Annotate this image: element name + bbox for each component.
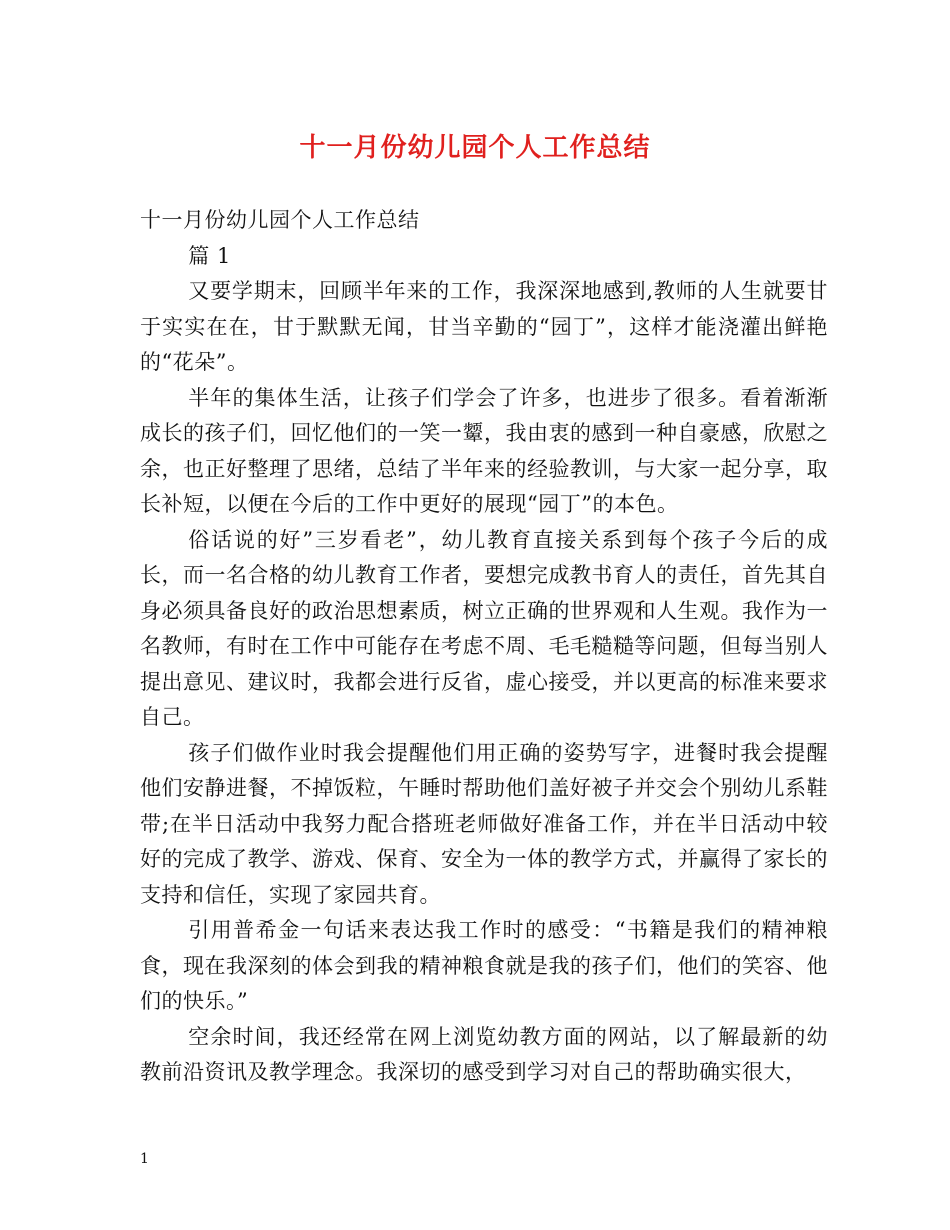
document-title: 十一月份幼儿园个人工作总结 xyxy=(299,133,651,163)
paragraph-1: 又要学期末，回顾半年来的工作，我深深地感到,教师的人生就要甘于实实在在，甘于默默无闻，甘当辛勤的“园丁”，这样才能浇灌出鲜艳的“花朵”。 xyxy=(140,279,828,374)
document-subtitle: 十一月份幼儿园个人工作总结 xyxy=(140,208,420,232)
paragraph-3: 俗话说的好”三岁看老”，幼儿教育直接关系到每个孩子今后的成长，而一名合格的幼儿教育工作者，要想完成教书育人的责任，首先其自身必须具备良好的政治思想素质，树立正确的世界观和人生观。我作为一名教师，有时在工作中可能存在考虑不周、毛毛糙糙等问题，但每当别人提出意见、建议时，我都会进行反省，虚心接受，并以更高的标准来要求自己。 xyxy=(140,527,828,729)
document-body xyxy=(140,203,828,1091)
page-number: 1 xyxy=(140,1151,149,1167)
paragraph-2: 半年的集体生活，让孩子们学会了许多，也进步了很多。看着渐渐成长的孩子们，回忆他们的一笑一颦，我由衷的感到一种自豪感，欣慰之余，也正好整理了思绪，总结了半年来的经验教训，与大家一起分享，取长补短，以便在今后的工作中更好的展现“园丁”的本色。 xyxy=(140,385,828,516)
paragraph-6: 空余时间，我还经常在网上浏览幼教方面的网站，以了解最新的幼教前沿资讯及教学理念。我深切的感受到学习对自己的帮助确实很大， xyxy=(140,1024,828,1084)
paragraph-4: 孩子们做作业时我会提醒他们用正确的姿势写字，进餐时我会提醒他们安静进餐，不掉饭粒，午睡时帮助他们盖好被子并交会个别幼儿系鞋带;在半日活动中我努力配合搭班老师做好准备工作，并在半日活动中较好的完成了教学、游戏、保育、安全为一体的教学方式，并赢得了家长的支持和信任，实现了家园共育。 xyxy=(140,740,828,907)
paragraph-5: 引用普希金一句话来表达我工作时的感受：“书籍是我们的精神粮食，现在我深刻的体会到我的精神粮食就是我的孩子们，他们的笑容、他们的快乐。” xyxy=(140,918,828,1013)
section-label: 篇 1 xyxy=(188,243,231,268)
